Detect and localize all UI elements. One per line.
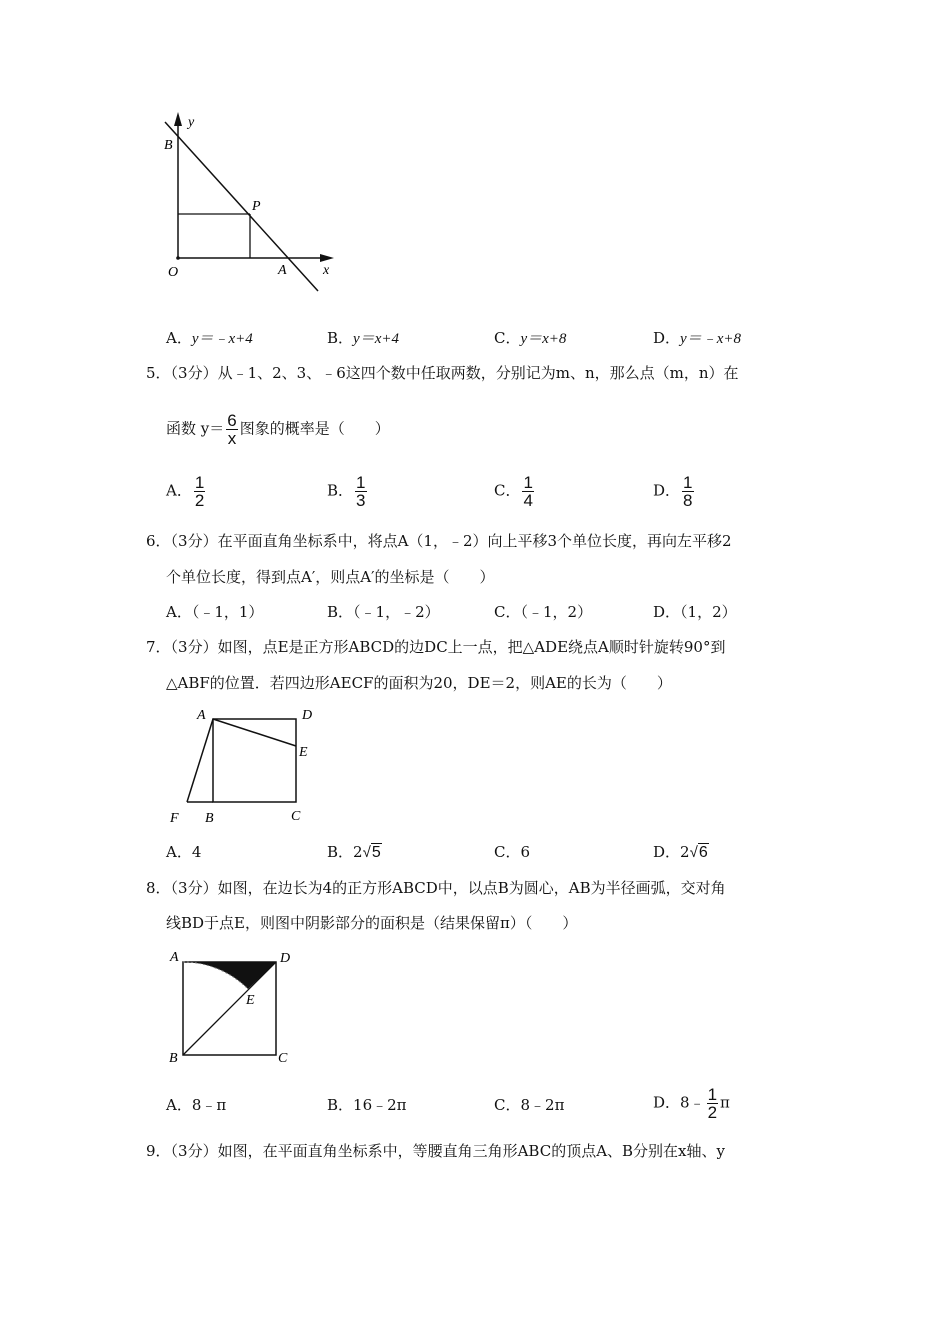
q8-option-b[interactable] [327,1095,407,1115]
q6-stem-line2: 个单位长度，得到点A′，则点A′的坐标是（ ） [166,568,495,586]
label-E: E [246,993,255,1008]
denominator: 3 [356,491,366,510]
option-letter: D． [653,481,681,500]
q5-option-d[interactable] [653,474,696,509]
option-letter: D． [653,843,681,861]
square-root: √5 [362,844,381,861]
option-letter: B． [327,603,354,621]
option-letter: C． [494,603,521,621]
q6-option-c[interactable] [494,602,592,622]
option-letter: B． [327,481,354,500]
q5-stem-line2 [166,412,390,447]
label-P: P [252,199,261,214]
option-text: 6 [520,843,531,861]
q7-option-b[interactable] [327,842,382,863]
option-letter: A． [166,843,192,861]
q4-option-d[interactable] [653,328,741,349]
option-letter: B． [327,843,354,861]
option-text: y＝x+4 [353,331,399,347]
label-A: A [197,708,206,723]
q6-option-a[interactable] [166,602,263,622]
numerator: 1 [707,1085,718,1104]
option-letter: D． [653,329,681,347]
q7-option-c[interactable] [494,842,530,862]
numerator: 1 [356,473,366,492]
q8-stem-line2: 线BD于点E，则图中阴影部分的面积是（结果保留π）（ ） [166,914,578,932]
option-text: y＝﹣x+8 [680,331,741,347]
option-letter: C． [494,1096,521,1114]
label-C: C [291,809,301,824]
q8-option-d[interactable] [653,1086,730,1121]
radicand: 6 [698,844,708,861]
q7-option-d[interactable] [653,842,709,863]
option-text: 8﹣π [191,1096,227,1114]
q7-stem-line1: 7．（3分）如图，点E是正方形ABCD的边DC上一点，把△ADE绕点A顺时针旋转90°到 [146,638,726,656]
option-text: 8﹣2π [520,1096,565,1114]
text: 图象的概率是（ ） [239,419,390,438]
option-letter: A． [166,603,192,621]
q7-stem-line2: △ABF的位置．若四边形AECF的面积为20，DE＝2，则AE的长为（ ） [166,674,672,692]
fraction [355,474,366,509]
option-text: 16﹣2π [353,1096,407,1114]
option-letter: D． [653,603,681,621]
coefficient: 2 [680,843,690,861]
q7-option-a[interactable] [166,842,201,862]
option-text: （1，2） [680,603,737,621]
q5-option-a[interactable] [166,474,207,509]
numerator: 1 [194,473,205,492]
q9-stem-line1: 9．（3分）如图，在平面直角坐标系中，等腰直角三角形ABC的顶点A、B分别在x轴、y [146,1142,725,1160]
denominator: 8 [683,491,693,510]
q8-stem-line1: 8．（3分）如图，在边长为4的正方形ABCD中，以点B为圆心，AB为半径画弧，交对角 [146,879,726,897]
denominator: 2 [707,1103,718,1122]
q5-option-c[interactable] [494,474,536,509]
q8-option-c[interactable] [494,1095,564,1115]
q6-option-d[interactable] [653,602,737,622]
label-C: C [278,1051,288,1066]
option-letter: C． [494,843,521,861]
option-text: （﹣1，1） [191,603,264,621]
denominator: 4 [523,491,533,510]
square-arc-figure [160,940,300,1070]
fraction [226,412,237,447]
label-D: D [280,951,291,966]
q6-option-b[interactable] [327,602,440,622]
fraction [682,474,693,509]
option-text: y＝x+8 [520,331,567,347]
denominator: 2 [194,491,205,510]
q4-option-b[interactable] [327,328,399,349]
label-O: O [168,265,179,280]
numerator: 6 [227,411,237,430]
option-letter: B． [327,329,354,347]
q5-option-b[interactable] [327,474,369,509]
label-x: x [323,263,330,278]
square-rotation-figure [160,700,330,830]
fraction [194,474,205,509]
fraction [707,1086,718,1121]
numerator: 1 [523,473,533,492]
label-B: B [205,811,214,826]
text: 函数 y＝ [166,419,225,438]
q6-stem-line1: 6．（3分）在平面直角坐标系中，将点A（1，﹣2）向上平移3个单位长度，再向左平移2 [146,532,732,550]
label-B: B [169,1051,178,1066]
q4-option-a[interactable] [166,328,253,349]
option-text: （﹣1，2） [520,603,593,621]
option-text: 4 [191,843,202,861]
option-letter: C． [494,329,521,347]
q5-stem-line1: 5．（3分）从﹣1、2、3、﹣6这四个数中任取两数，分别记为m、n，那么点（m，n）在 [146,364,739,382]
label-D: D [302,708,313,723]
q4-option-c[interactable] [494,328,566,349]
label-E: E [299,745,308,760]
option-text: y＝﹣x+4 [191,331,253,347]
option-letter: A． [166,329,192,347]
label-A: A [278,263,287,278]
square-root: √6 [689,844,708,861]
coefficient: 2 [353,843,363,861]
label-A: A [170,950,179,965]
radicand: 5 [371,844,381,861]
q8-option-a[interactable] [166,1095,226,1115]
option-text: 8﹣ [680,1093,705,1112]
option-letter: C． [494,481,521,500]
label-y: y [188,115,195,130]
label-F: F [170,811,179,826]
numerator: 1 [683,473,693,492]
option-letter: D． [653,1093,681,1112]
option-text: （﹣1，﹣2） [353,603,440,621]
option-letter: B． [327,1096,354,1114]
denominator: x [227,429,237,448]
option-text: π [720,1093,730,1112]
coordinate-graph-figure [160,110,340,300]
option-letter: A． [166,1096,192,1114]
label-B: B [164,138,173,153]
option-letter: A． [166,481,192,500]
fraction [522,474,533,509]
